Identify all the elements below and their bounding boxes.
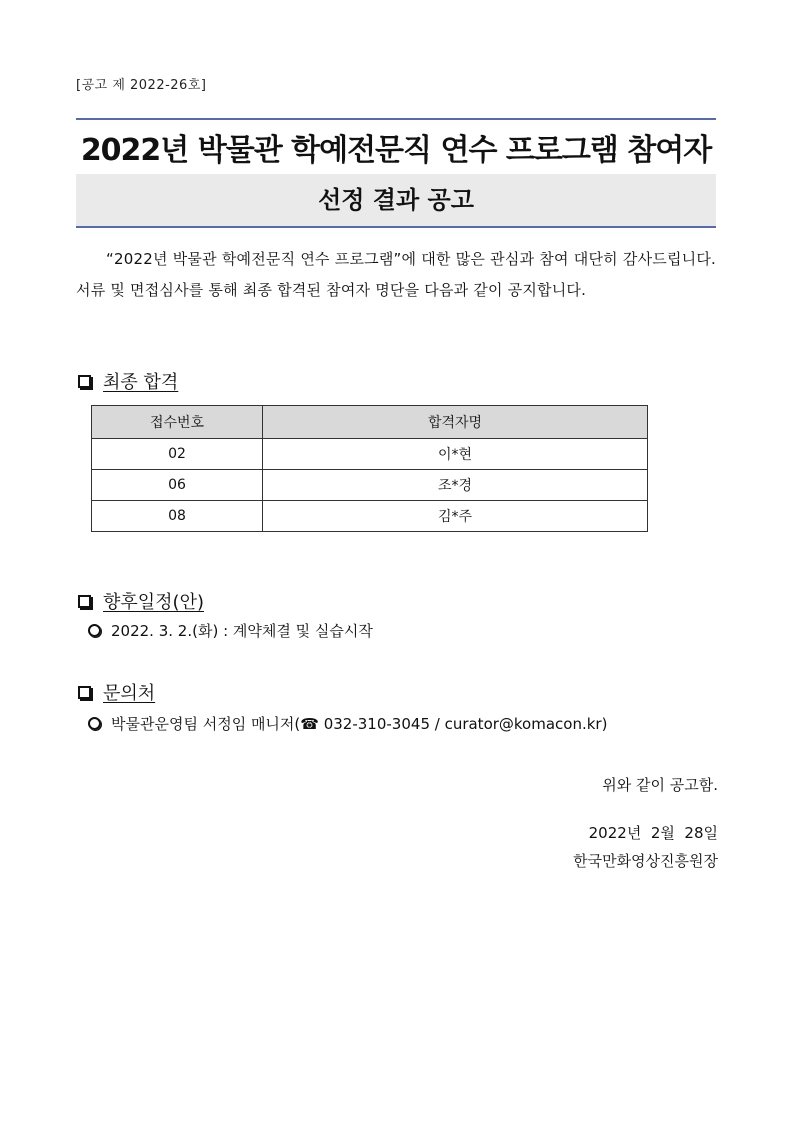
notice-date: 2022년 2월 28일 [588,824,718,842]
final-results-heading-label: 최종 합격 [103,372,179,393]
page-title: 2022년 박물관 학예전문직 연수 프로그램 참여자 [80,133,712,168]
square-bullet-icon [78,686,91,699]
table-row [92,470,648,501]
schedule-item-text: 2022. 3. 2.(화) : 계약체결 및 실습시작 [111,622,373,640]
issuer-name: 한국만화영상진흥원장 [573,852,718,870]
contact-item [88,713,607,734]
applicant-name: 이*현 [263,439,648,470]
applicant-number: 02 [92,439,263,470]
schedule-item [88,620,373,641]
final-results-heading [78,368,178,394]
table-row [92,501,648,532]
applicant-name: 김*주 [263,501,648,532]
contact-heading-label: 문의처 [103,683,156,704]
circle-bullet-icon [88,624,101,637]
square-bullet-icon [78,375,91,388]
page-subtitle: 선정 결과 공고 [76,174,716,226]
schedule-heading-label: 향후일정(안) [103,592,204,613]
column-header-number: 접수번호 [92,406,263,439]
schedule-heading [78,588,204,614]
intro-paragraph: “2022년 박물관 학예전문직 연수 프로그램”에 대한 많은 관심과 참여 대단히 감사드립니다. 서류 및 면접심사를 통해 최종 합격된 참여자 명단을 다음과 같이 공지합니다. [76,250,716,299]
table-row [92,439,648,470]
table-header-row [92,406,648,439]
applicant-name: 조*경 [263,470,648,501]
closing-statement: 위와 같이 공고함. [602,776,718,794]
contact-item-text: 박물관운영팀 서정임 매니저(☎ 032-310-3045 / curator@komacon.kr) [111,715,608,733]
title-box [76,118,716,228]
column-header-name: 합격자명 [263,406,648,439]
applicant-number: 06 [92,470,263,501]
square-bullet-icon [78,595,91,608]
applicant-number: 08 [92,501,263,532]
circle-bullet-icon [88,717,101,730]
results-table [91,405,648,532]
notice-number: [공고 제 2022-26호] [76,78,207,93]
contact-heading [78,679,155,705]
